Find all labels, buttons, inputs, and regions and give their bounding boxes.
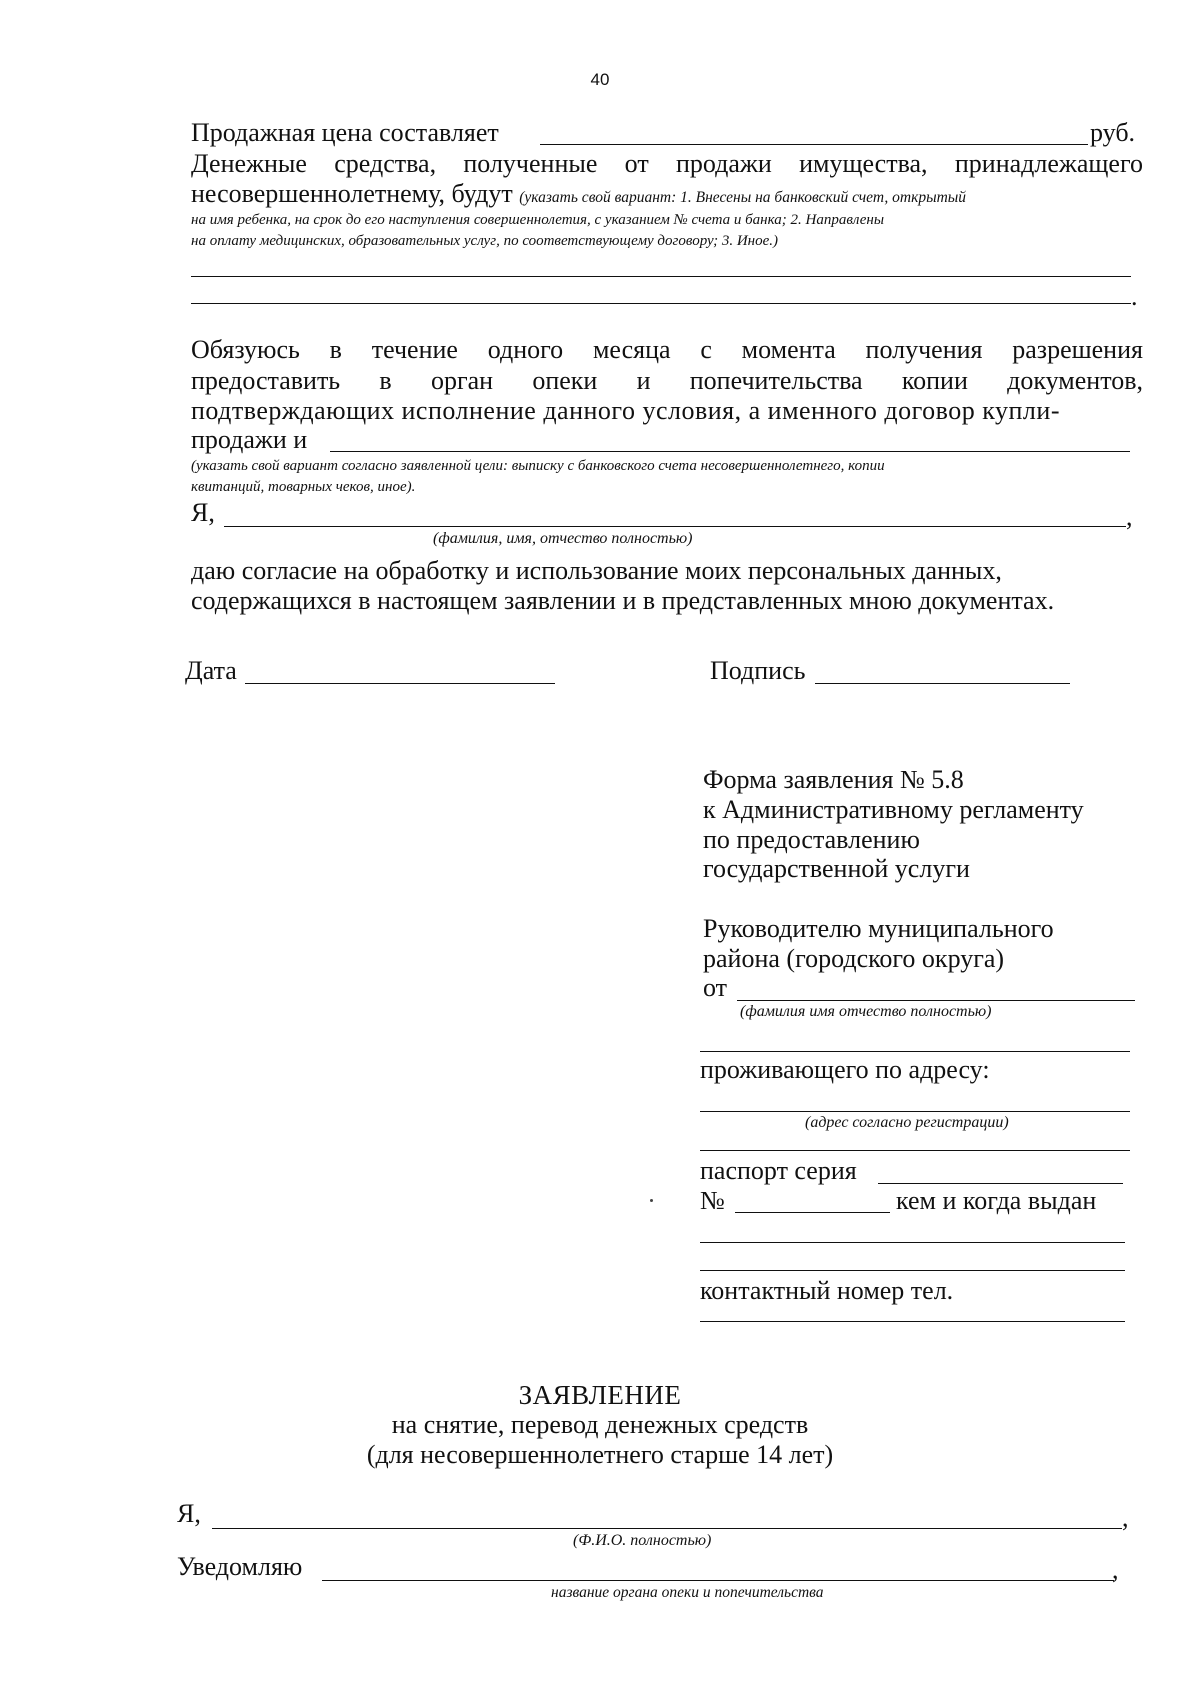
recipient-line-2: района (городского округа) <box>703 944 1005 973</box>
recipient-line-1: Руководителю муниципального <box>703 914 1054 943</box>
sale-funds-word: от <box>624 149 649 178</box>
obligation-line-4: продажи и <box>191 425 308 454</box>
notify-organ-field[interactable] <box>322 1580 1114 1581</box>
passport-issued-label: кем и когда выдан <box>896 1186 1097 1215</box>
obligation-l1-word: Обязуюсь <box>191 335 300 364</box>
passport-series-label: паспорт серия <box>700 1156 857 1185</box>
statement-subtitle-2: (для несовершеннолетнего старше 14 лет) <box>366 1440 834 1469</box>
notify-organ-caption: название органа опеки и попечительства <box>551 1584 824 1601</box>
obligation-line-3: подтверждающих исполнение данного условия, а именного договор купли- <box>191 396 1060 425</box>
from-label: от <box>703 973 728 1002</box>
date-field[interactable] <box>245 683 555 684</box>
consent-comma: , <box>1126 502 1133 531</box>
obligation-docs-field[interactable] <box>330 451 1130 452</box>
passport-issued-field-2[interactable] <box>700 1270 1125 1271</box>
date-label: Дата <box>185 656 237 685</box>
applicant-fio-field-2[interactable] <box>700 1051 1130 1052</box>
sale-option-field-1[interactable] <box>191 276 1131 277</box>
sale-funds-line-3 <box>191 179 966 209</box>
obligation-l1-word: получения <box>865 335 983 364</box>
address-field[interactable] <box>700 1111 1130 1112</box>
sale-option-note: (указать свой вариант: 1. Внесены на банковский счет, открытый <box>519 189 967 206</box>
statement-title: ЗАЯВЛЕНИЕ <box>518 1380 682 1410</box>
statement-ya: Я, <box>177 1499 201 1528</box>
obligation-l2-word: копии <box>901 366 968 395</box>
obligation-l1-word: момента <box>741 335 836 364</box>
sale-funds-word: средства, <box>334 149 437 178</box>
sale-price-label: Продажная цена составляет <box>191 118 499 147</box>
consent-line-2: содержащихся в настоящем заявлении и в представленных мною документах. <box>191 586 1055 615</box>
form-header-line-2: к Административному регламенту <box>703 795 1084 824</box>
sale-funds-word: принадлежащего <box>954 149 1143 178</box>
obligation-l1-word: разрешения <box>1012 335 1143 364</box>
signature-field[interactable] <box>815 683 1070 684</box>
obligation-l1-word: одного <box>487 335 564 364</box>
notify-comma: , <box>1112 1555 1119 1584</box>
obligation-note-2: квитанций, товарных чеков, иное). <box>191 479 416 495</box>
sale-price-field[interactable] <box>540 144 1088 145</box>
sale-end-dot: . <box>1131 282 1138 311</box>
consent-ya: Я, <box>191 498 215 527</box>
obligation-l2-word: и <box>636 366 651 395</box>
notify-label: Уведомляю <box>177 1552 303 1581</box>
form-header-line-3: по предоставлению <box>703 825 920 854</box>
currency-label: руб. <box>1090 118 1136 147</box>
passport-issued-field-1[interactable] <box>700 1242 1125 1243</box>
sale-funds-line <box>191 149 1143 179</box>
obligation-l1-word: месяца <box>592 335 671 364</box>
applicant-fio-field[interactable] <box>737 1000 1135 1001</box>
statement-comma: , <box>1122 1503 1129 1532</box>
sale-funds-word: продажи <box>676 149 772 178</box>
phone-label: контактный номер тел. <box>700 1276 954 1305</box>
consent-line-1: даю согласие на обработку и использование моих персональных данных, <box>191 556 1002 585</box>
sale-option-field-2[interactable] <box>191 303 1131 304</box>
obligation-l1-word: с <box>700 335 712 364</box>
address-caption: (адрес согласно регистрации) <box>805 1114 1009 1131</box>
sale-option-note-2: на имя ребенка, на срок до его наступления совершеннолетия, с указанием № счета и банка; 2. Направлены <box>191 212 885 228</box>
obligation-note-1: (указать свой вариант согласно заявленной цели: выписку с банковского счета несовершеннолетнего, копии <box>191 458 885 474</box>
obligation-l2-word: попечительства <box>689 366 863 395</box>
passport-number-label: № <box>700 1186 725 1215</box>
statement-subtitle-1: на снятие, перевод денежных средств <box>391 1410 809 1439</box>
sale-funds-lead: несовершеннолетнему, будут <box>191 179 520 208</box>
consent-fio-field[interactable] <box>224 526 1126 527</box>
form-header-line-1: Форма заявления № 5.8 <box>703 765 964 794</box>
sale-funds-word: имущества, <box>799 149 928 178</box>
form-header-line-4: государственной услуги <box>703 854 970 883</box>
address-field-2[interactable] <box>700 1150 1130 1151</box>
obligation-l1-word: в <box>329 335 342 364</box>
obligation-l2-word: опеки <box>532 366 598 395</box>
obligation-l2-word: документов, <box>1007 366 1143 395</box>
obligation-l2-word: предоставить <box>191 366 341 395</box>
page-number: 40 <box>590 70 610 89</box>
consent-fio-caption: (фамилия, имя, отчество полностью) <box>433 530 693 547</box>
phone-field[interactable] <box>700 1321 1125 1322</box>
sale-funds-word: полученные <box>463 149 598 178</box>
obligation-line-1 <box>191 335 1143 365</box>
statement-fio-field[interactable] <box>212 1528 1122 1529</box>
address-label: проживающего по адресу: <box>700 1055 990 1084</box>
signature-label: Подпись <box>710 656 806 685</box>
obligation-l1-word: течение <box>371 335 458 364</box>
passport-series-field[interactable] <box>878 1183 1123 1184</box>
sale-funds-word: Денежные <box>191 149 307 178</box>
sale-option-note-3: на оплату медицинских, образовательных услуг, по соответствующему договору; 3. Иное.) <box>191 233 778 249</box>
passport-number-field[interactable] <box>735 1212 890 1213</box>
obligation-l2-word: в <box>379 366 392 395</box>
statement-fio-caption: (Ф.И.О. полностью) <box>573 1532 712 1549</box>
applicant-fio-caption: (фамилия имя отчество полностью) <box>740 1003 992 1020</box>
scan-speck <box>650 1199 653 1202</box>
obligation-line-2 <box>191 366 1143 396</box>
obligation-l2-word: орган <box>430 366 494 395</box>
